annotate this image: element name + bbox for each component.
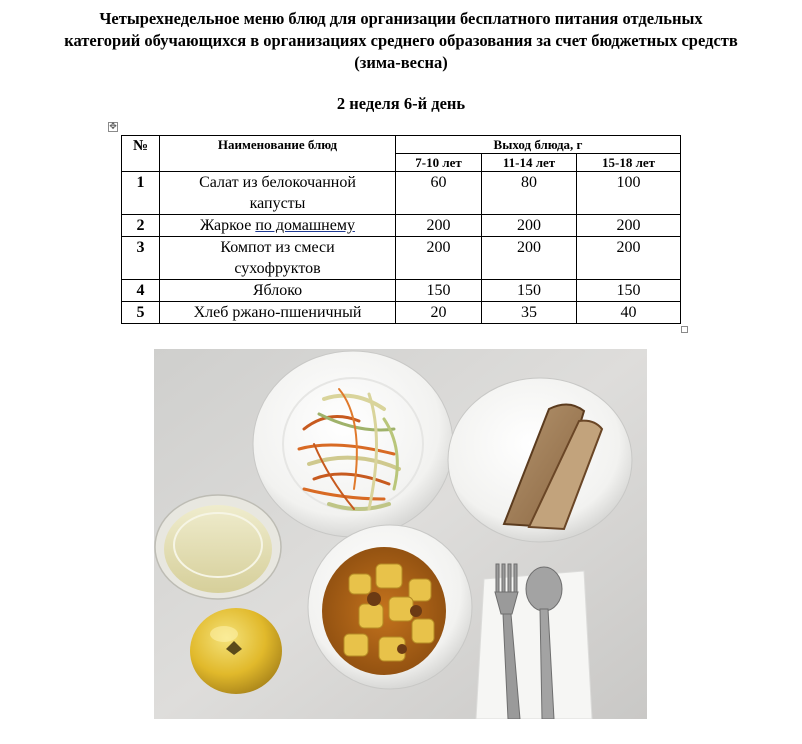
- dish-name-line: Салат из белокочанной: [199, 174, 356, 191]
- table-row: [122, 237, 681, 280]
- table-move-handle-icon[interactable]: ✥: [109, 122, 117, 132]
- row-num: 1: [122, 172, 160, 215]
- dish-name-line: сухофруктов: [234, 260, 321, 277]
- dish-name-part: Жаркое: [200, 217, 256, 234]
- row-num: 2: [122, 215, 160, 237]
- row-value-7-10: 60: [396, 172, 482, 215]
- title-line-2: категорий обучающихся в организациях среднего образования за счет бюджетных средств: [64, 31, 738, 50]
- header-output: Выход блюда, г: [396, 136, 681, 154]
- row-value-15-18: 100: [577, 172, 681, 215]
- table-row: [122, 280, 681, 302]
- dish-name-line: капусты: [249, 195, 306, 212]
- row-value-15-18: 200: [577, 237, 681, 280]
- table-row: [122, 215, 681, 237]
- row-num: 3: [122, 237, 160, 280]
- day-subtitle: 2 неделя 6-й день: [336, 94, 466, 113]
- dish-name-line: Компот из смеси: [220, 239, 335, 256]
- row-num: 5: [122, 302, 160, 324]
- row-value-7-10: 200: [396, 215, 482, 237]
- meal-photo: [154, 349, 647, 719]
- row-dish-name: [160, 172, 396, 215]
- row-value-11-14: 200: [482, 215, 577, 237]
- row-dish-name: [160, 215, 396, 237]
- row-value-7-10: 20: [396, 302, 482, 324]
- title-line-3: (зима-весна): [354, 53, 448, 72]
- row-value-15-18: 150: [577, 280, 681, 302]
- row-value-11-14: 150: [482, 280, 577, 302]
- menu-table: [121, 135, 681, 324]
- table-row: [122, 172, 681, 215]
- header-age-7-10: 7-10 лет: [396, 154, 482, 172]
- title-line-1: Четырехнедельное меню блюд для организации бесплатного питания отдельных: [99, 9, 703, 28]
- row-value-11-14: 35: [482, 302, 577, 324]
- header-age-11-14: 11-14 лет: [482, 154, 577, 172]
- table-header-row: [122, 136, 681, 154]
- row-dish-name: Хлеб ржано-пшеничный: [160, 302, 396, 324]
- salad-plate: [253, 351, 453, 537]
- compote-glass: [155, 495, 281, 599]
- header-age-15-18: 15-18 лет: [577, 154, 681, 172]
- napkin-with-cutlery: [476, 564, 592, 719]
- stew-bowl: [308, 525, 472, 689]
- header-num: №: [122, 136, 160, 172]
- row-value-7-10: 150: [396, 280, 482, 302]
- document-title: [0, 8, 802, 74]
- bread-plate: [448, 378, 632, 542]
- row-dish-name: Яблоко: [160, 280, 396, 302]
- row-value-7-10: 200: [396, 237, 482, 280]
- row-num: 4: [122, 280, 160, 302]
- apple: [190, 608, 282, 694]
- header-name: Наименование блюд: [160, 136, 396, 172]
- row-value-11-14: 80: [482, 172, 577, 215]
- table-resize-handle[interactable]: [681, 326, 688, 333]
- table-row: [122, 302, 681, 324]
- row-value-11-14: 200: [482, 237, 577, 280]
- row-dish-name: [160, 237, 396, 280]
- row-value-15-18: 40: [577, 302, 681, 324]
- dish-name-underlined: по домашнему: [255, 217, 355, 234]
- row-value-15-18: 200: [577, 215, 681, 237]
